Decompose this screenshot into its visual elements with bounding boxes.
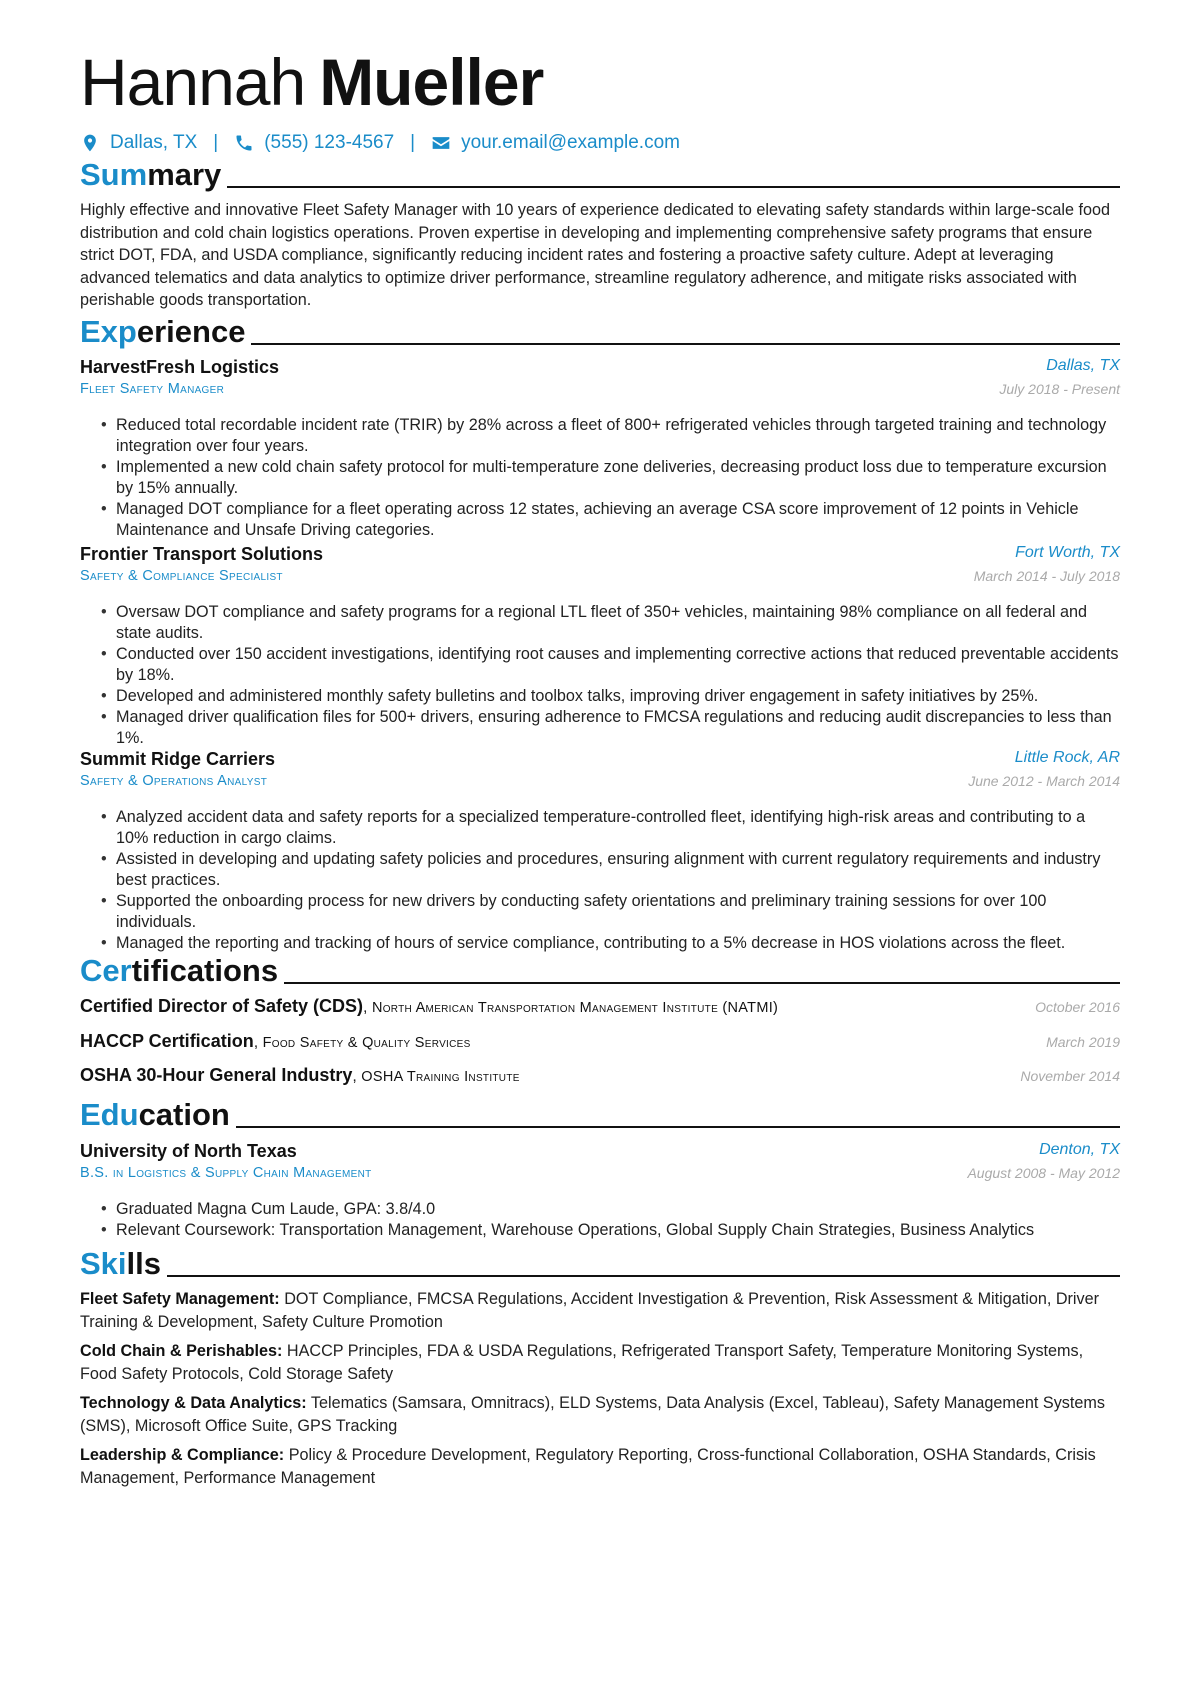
section-title-education: Education <box>80 1097 1120 1133</box>
education-dates: August 2008 - May 2012 <box>967 1165 1120 1181</box>
certification-item: HACCP Certification, Food Safety & Quality Services March 2019 <box>80 1031 1120 1051</box>
certification-date: October 2016 <box>1035 999 1120 1015</box>
skill-label: Fleet Safety Management: <box>80 1290 280 1308</box>
company-name: Frontier Transport Solutions <box>80 544 324 564</box>
list-item: • Reduced total recordable incident rate (TRIR) by 28% across a fleet of 800+ refrigerated vehicles through targeted training and technology integration over four years. <box>116 415 1120 457</box>
skill-group <box>80 1288 1120 1333</box>
first-name: Hannah <box>80 45 306 119</box>
job-title: Safety & Operations Analyst <box>80 773 268 789</box>
certification-date: March 2019 <box>1046 1034 1120 1050</box>
job-bullets <box>80 415 1120 541</box>
skill-group <box>80 1340 1120 1385</box>
skill-label: Technology & Data Analytics: <box>80 1394 307 1412</box>
list-item: • Relevant Coursework: Transportation Management, Warehouse Operations, Global Supply Chain Strategies, Business Analytics <box>116 1220 1120 1241</box>
section-title-experience: Experience <box>80 314 1120 350</box>
job-location: Little Rock, AR <box>1014 749 1120 766</box>
separator: | <box>213 132 219 153</box>
skill-text: DOT Compliance, FMCSA Regulations, Accident Investigation & Prevention, Risk Assessment & Mitigation, Driver Training & Development, Safety Culture Promotion <box>80 1290 1100 1331</box>
school-location: Denton, TX <box>1039 1141 1120 1158</box>
phone-icon <box>234 133 254 153</box>
list-item: • Assisted in developing and updating safety policies and procedures, ensuring alignment with current regulatory requirements and industry best practices. <box>116 849 1120 891</box>
section-title-summary: Summary <box>80 157 1120 193</box>
candidate-name <box>80 42 543 122</box>
list-item: • Developed and administered monthly safety bulletins and toolbox talks, improving driver engagement in safety initiatives by 25%. <box>116 686 1120 707</box>
skill-text: HACCP Principles, FDA & USDA Regulations, Refrigerated Transport Safety, Temperature Monitoring Systems, Food Safety Protocols, Cold Storage Safety <box>80 1342 1084 1383</box>
skill-text: Telematics (Samsara, Omnitracs), ELD Systems, Data Analysis (Excel, Tableau), Safety Management Systems (SMS), Microsoft Office Suite, GPS Tracking <box>80 1394 1105 1435</box>
certification-org: OSHA Training Institute <box>361 1069 520 1085</box>
list-item: • Managed DOT compliance for a fleet operating across 12 states, achieving an average CSA score improvement of 12 points in Vehicle Maintenance and Unsafe Driving categories. <box>116 499 1120 541</box>
company-name: HarvestFresh Logistics <box>80 357 280 377</box>
summary-text: Highly effective and innovative Fleet Safety Manager with 10 years of experience dedicated to elevating safety standards within large-scale food distribution and cold chain logistics operations. Proven expertise in developing and implementing comprehensive safety programs that ensure strict DOT, FDA, and USDA compliance, significantly reducing incident rates and fostering a proactive safety culture. Adept at leveraging advanced telematics and data analytics to optimize driver performance, streamline regulatory adherence, and mitigate risks associated with perishable goods transportation. <box>80 201 1111 309</box>
skill-label: Leadership & Compliance: <box>80 1446 285 1464</box>
certification-org: Food Safety & Quality Services <box>262 1035 471 1051</box>
skill-group <box>80 1392 1120 1437</box>
job-location: Dallas, TX <box>1046 357 1120 374</box>
job-title: Fleet Safety Manager <box>80 381 225 397</box>
section-rule <box>251 343 1120 345</box>
job-dates: July 2018 - Present <box>999 381 1120 397</box>
certification-name: OSHA 30-Hour General Industry <box>80 1065 353 1085</box>
section-title-skills: Skills <box>80 1246 1120 1282</box>
separator: | <box>410 132 416 153</box>
list-item: • Managed driver qualification files for 500+ drivers, ensuring adherence to FMCSA regulations and reducing audit discrepancies to less than 1%. <box>116 707 1120 749</box>
certification-org: North American Transportation Management Institute (NATMI) <box>371 1000 779 1016</box>
section-title-certifications: Certifications <box>80 953 1120 989</box>
job-bullets <box>80 807 1120 954</box>
envelope-icon <box>431 133 451 153</box>
list-item: • Analyzed accident data and safety reports for a specialized temperature-controlled fleet, identifying high-risk areas and contributing to a 10% reduction in cargo claims. <box>116 807 1120 849</box>
certification-name: HACCP Certification <box>80 1031 254 1051</box>
job-dates: March 2014 - July 2018 <box>973 568 1120 584</box>
skill-group <box>80 1444 1120 1489</box>
list-item: • Oversaw DOT compliance and safety programs for a regional LTL fleet of 350+ vehicles, maintaining 98% compliance on all federal and state audits. <box>116 602 1120 644</box>
certification-item: Certified Director of Safety (CDS), North American Transportation Management Institute (NATMI) October 2016 <box>80 996 1120 1016</box>
contact-line <box>80 132 680 154</box>
list-item: • Supported the onboarding process for new drivers by conducting safety orientations and preliminary training sessions for over 100 individuals. <box>116 891 1120 933</box>
list-item: • Graduated Magna Cum Laude, GPA: 3.8/4.0 <box>116 1199 1120 1220</box>
job-entry <box>80 544 1120 749</box>
list-item: • Conducted over 150 accident investigations, identifying root causes and implementing corrective actions that reduced preventable accidents by 18%. <box>116 644 1120 686</box>
degree: B.S. in Logistics & Supply Chain Management <box>80 1165 372 1181</box>
skill-text: Policy & Procedure Development, Regulatory Reporting, Cross-functional Collaboration, OSHA Standards, Crisis Management, Performance Management <box>80 1446 1096 1487</box>
list-item: • Implemented a new cold chain safety protocol for multi-temperature zone deliveries, decreasing product loss due to temperature excursion by 15% annually. <box>116 457 1120 499</box>
skill-label: Cold Chain & Perishables: <box>80 1342 283 1360</box>
section-rule <box>284 982 1120 984</box>
job-location: Fort Worth, TX <box>1015 544 1120 561</box>
job-title: Safety & Compliance Specialist <box>80 568 283 584</box>
location-text: Dallas, TX <box>110 132 198 153</box>
section-rule <box>236 1126 1120 1128</box>
job-dates: June 2012 - March 2014 <box>968 773 1120 789</box>
map-pin-icon <box>80 133 100 153</box>
last-name: Mueller <box>319 45 544 119</box>
email-link[interactable]: your.email@example.com <box>461 132 680 153</box>
list-item: • Managed the reporting and tracking of hours of service compliance, contributing to a 5% decrease in HOS violations across the fleet. <box>116 933 1120 954</box>
section-rule <box>167 1275 1120 1277</box>
education-entry <box>80 1141 1120 1241</box>
education-bullets <box>80 1199 1120 1241</box>
job-bullets <box>80 602 1120 749</box>
job-entry <box>80 357 1120 541</box>
job-entry <box>80 749 1120 954</box>
certification-name: Certified Director of Safety (CDS) <box>80 996 364 1016</box>
phone-text[interactable]: (555) 123-4567 <box>264 132 395 153</box>
section-rule <box>227 186 1120 188</box>
school-name: University of North Texas <box>80 1141 297 1161</box>
certification-item: OSHA 30-Hour General Industry, OSHA Training Institute November 2014 <box>80 1065 1120 1085</box>
company-name: Summit Ridge Carriers <box>80 749 276 769</box>
certification-date: November 2014 <box>1020 1068 1120 1084</box>
